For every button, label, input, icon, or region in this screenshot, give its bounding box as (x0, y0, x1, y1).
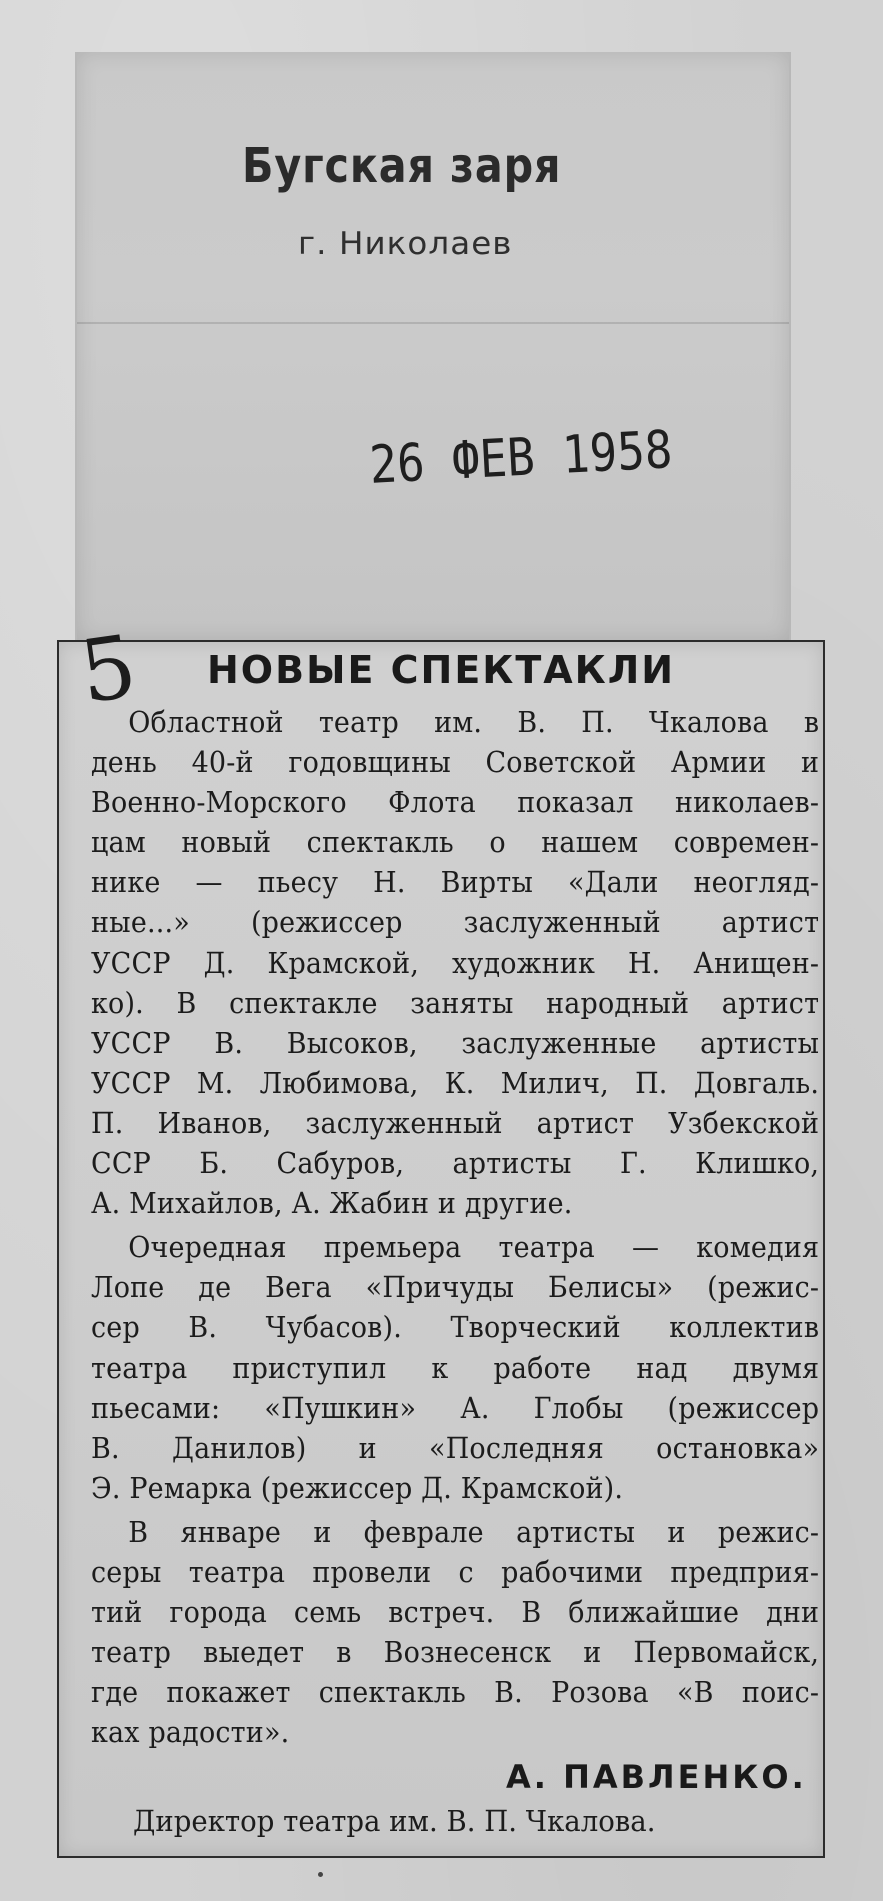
date-stamp: 26 ФЕВ 1958 (368, 420, 674, 496)
article-paragraph (91, 1512, 819, 1753)
article-line: УССР М. Любимова, К. Милич, П. Довгаль. (91, 1065, 820, 1100)
article-line: день 40-й годовщины Советской Армии и (91, 745, 820, 780)
pencil-mark: 5 (74, 616, 143, 724)
article-line: Э. Ремарка (режиссер Д. Крамской). (91, 1470, 624, 1505)
article-line: пьесами: «Пушкин» А. Глобы (режиссер (91, 1390, 820, 1425)
newspaper-city: г. Николаев (298, 226, 513, 262)
article-line: серы театра провели с рабочими предприя- (91, 1554, 820, 1589)
ink-speck (318, 1872, 323, 1877)
article-line: УССР В. Высоков, заслуженные артисты (91, 1025, 820, 1060)
newspaper-header-slip (75, 52, 791, 640)
article-line: ко). В спектакле заняты народный артист (91, 985, 820, 1020)
article-line: тий города семь встреч. В ближайшие дни (91, 1595, 820, 1630)
article-headline: НОВЫЕ СПЕКТАКЛИ (207, 648, 676, 692)
article-line: В январе и феврале артисты и режис- (128, 1514, 820, 1549)
article-line: В. Данилов) и «Последняя остановка» (91, 1430, 820, 1465)
article-line: Областной театр им. В. П. Чкалова в (128, 705, 820, 739)
slip-divider (77, 322, 789, 324)
article-author: А. ПАВЛЕНКО. (506, 1758, 807, 1796)
article-line: ках радости». (91, 1715, 290, 1750)
author-role: Директор театра им. В. П. Чкалова. (133, 1804, 656, 1838)
article-clipping (57, 616, 825, 1858)
article-line: П. Иванов, заслуженный артист Узбекской (91, 1105, 820, 1140)
newspaper-title: Бугская заря (242, 138, 562, 194)
article-paragraph (91, 1227, 819, 1508)
article-line: Лопе де Вега «Причуды Белисы» (режис- (91, 1270, 820, 1305)
article-line: Военно-Морского Флота показал николаев- (91, 785, 820, 820)
article-line: театр выедет в Вознесенск и Первомайск, (91, 1635, 820, 1670)
article-line: ССР Б. Сабуров, артисты Г. Клишко, (91, 1146, 820, 1181)
article-line: нике — пьесу Н. Вирты «Дали неогляд- (91, 865, 820, 900)
article-line: Очередная премьера театра — комедия (128, 1230, 820, 1265)
article-line: где покажет спектакль В. Розова «В поис- (91, 1675, 820, 1710)
article-line: театра приступил к работе над двумя (91, 1350, 820, 1385)
article-body (91, 702, 819, 1752)
article-paragraph (91, 702, 819, 1223)
article-line: сер В. Чубасов). Творческий коллектив (91, 1310, 820, 1345)
article-line: А. Михайлов, А. Жабин и другие. (91, 1186, 573, 1221)
article-line: ные...» (режиссер заслуженный артист (91, 905, 820, 940)
article-line: УССР Д. Крамской, художник Н. Анищен- (91, 945, 820, 980)
article-line: цам новый спектакль о нашем современ- (91, 825, 820, 860)
